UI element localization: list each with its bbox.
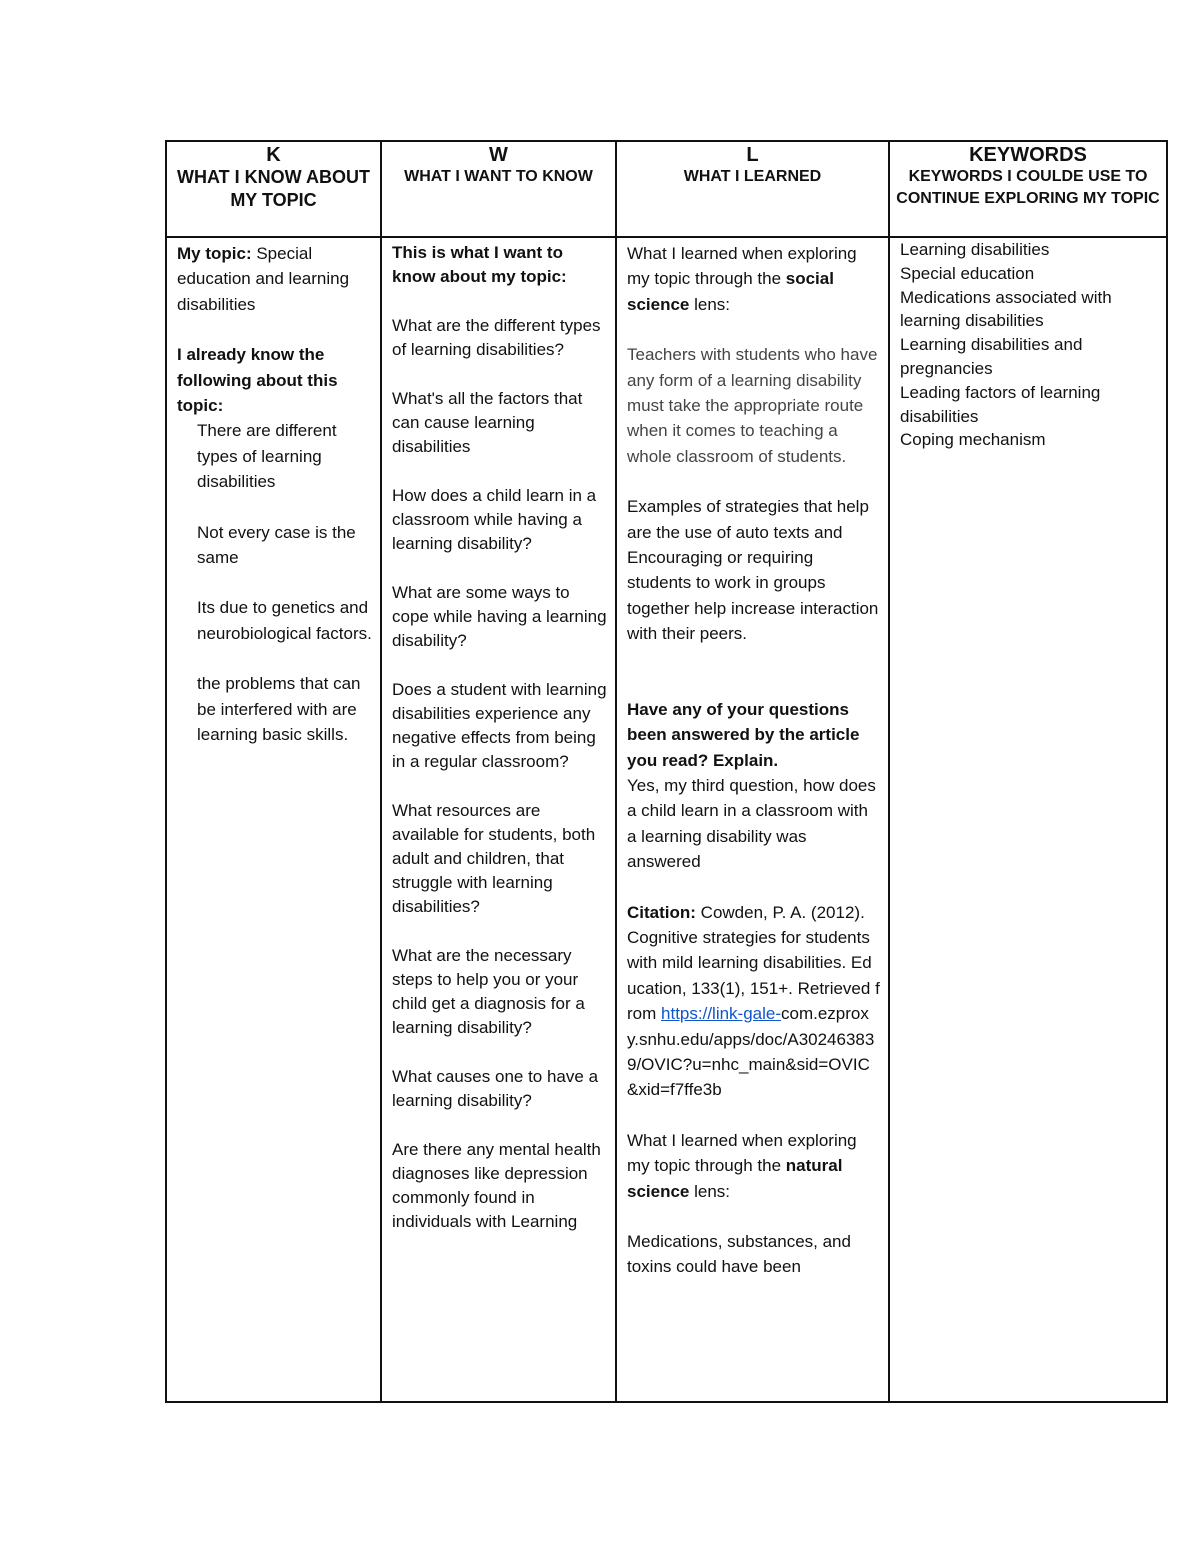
question-item: What are the different types of learning disabilities?: [392, 316, 601, 359]
column-know-body: [167, 238, 380, 748]
column-title: KEYWORDS I COULDE USE TO CONTINUE EXPLORING MY TOPIC: [896, 168, 1160, 207]
keyword-item: Leading factors of learning disabilities: [900, 382, 1101, 426]
column-know: [167, 142, 380, 1401]
social-lens-heading: What I learned when exploring my topic through the social science lens:: [627, 244, 857, 314]
learned-paragraph: Teachers with students who have any form of a learning disability must take the appropriate route when it comes to teaching a whole classroom of students.: [627, 345, 878, 466]
kwl-chart-table: [165, 140, 1168, 1403]
keyword-item: Coping mechanism: [900, 430, 1046, 450]
citation-url: com.ezproxy.snhu.edu/apps/doc/A302463839/OVIC?u=nhc_main&sid=OVIC&xid=f7ffe3b: [627, 1004, 875, 1100]
question-answered-label: Have any of your questions been answered by the article you read? Explain.: [627, 699, 860, 770]
natural-lens-heading: What I learned when exploring my topic through the natural science lens:: [627, 1130, 857, 1201]
citation-label: Citation:: [627, 902, 696, 922]
column-letter: KEYWORDS: [969, 144, 1087, 166]
column-letter: W: [489, 144, 508, 166]
question-item: Are there any mental health diagnoses like depression commonly found in individuals with Learning: [392, 1140, 601, 1231]
known-fact: There are different types of learning disabilities: [197, 421, 337, 492]
column-learned: [615, 142, 888, 1401]
keyword-item: Learning disabilities: [900, 240, 1050, 259]
keyword-item: Learning disabilities and pregnancies: [900, 335, 1083, 378]
known-fact: Not every case is the same: [197, 522, 356, 568]
keyword-item: Special education: [900, 263, 1035, 283]
question-item: What resources are available for students, both adult and children, that struggle with learning disabilities?: [392, 801, 596, 916]
column-learned-header: [617, 142, 888, 238]
column-keywords-body: [890, 238, 1166, 452]
question-item: What causes one to have a learning disability?: [392, 1067, 599, 1110]
topic-value: Special education and learning disabilities: [177, 244, 350, 314]
citation: [627, 900, 880, 1103]
known-fact: the problems that can be interfered with are learning basic skills.: [197, 674, 361, 745]
keyword-item: Medications associated with learning disabilities: [900, 287, 1112, 331]
column-keywords-header: [890, 142, 1166, 238]
question-item: What are the necessary steps to help you or your child get a diagnosis for a learning disability?: [392, 946, 585, 1037]
learned-paragraph: Examples of strategies that help are the use of auto texts and Encouraging or requiring students to work in groups together help increase interaction with their peers.: [627, 497, 879, 644]
question-answer: Yes, my third question, how does a child learn in a classroom with a learning disability was answered: [627, 775, 876, 872]
known-fact: Its due to genetics and neurobiological factors.: [197, 598, 372, 643]
column-title: WHAT I KNOW ABOUT MY TOPIC: [177, 167, 370, 210]
question-item: Does a student with learning disabilities experience any negative effects from being in a regular classroom?: [392, 680, 607, 771]
column-keywords: [888, 142, 1166, 1401]
column-want-body: [382, 238, 615, 1234]
column-want: [380, 142, 615, 1401]
column-letter: L: [746, 144, 759, 166]
learned-paragraph: Medications, substances, and toxins could have been: [627, 1232, 851, 1277]
citation-link[interactable]: https://link-gale-: [661, 1004, 782, 1024]
topic-label: My topic:: [177, 244, 252, 263]
question-item: What are some ways to cope while having a learning disability?: [392, 583, 607, 650]
citation-text: Cowden, P. A. (2012). Cognitive strategies for students with mild learning disabilities. Education, 133(1), 151+. Retrieved from: [627, 902, 880, 1024]
column-want-header: [382, 142, 615, 238]
column-learned-body: [617, 238, 888, 1280]
question-item: What's all the factors that can cause learning disabilities: [392, 389, 583, 456]
column-letter: K: [266, 144, 281, 166]
want-intro: This is what I want to know about my topic:: [392, 243, 567, 286]
column-title: WHAT I LEARNED: [683, 168, 822, 185]
question-item: How does a child learn in a classroom while having a learning disability?: [392, 486, 597, 553]
column-know-header: [167, 142, 380, 238]
topic-line: [177, 241, 372, 317]
known-label: I already know the following about this topic:: [177, 345, 338, 416]
column-title: WHAT I WANT TO KNOW: [404, 168, 593, 185]
